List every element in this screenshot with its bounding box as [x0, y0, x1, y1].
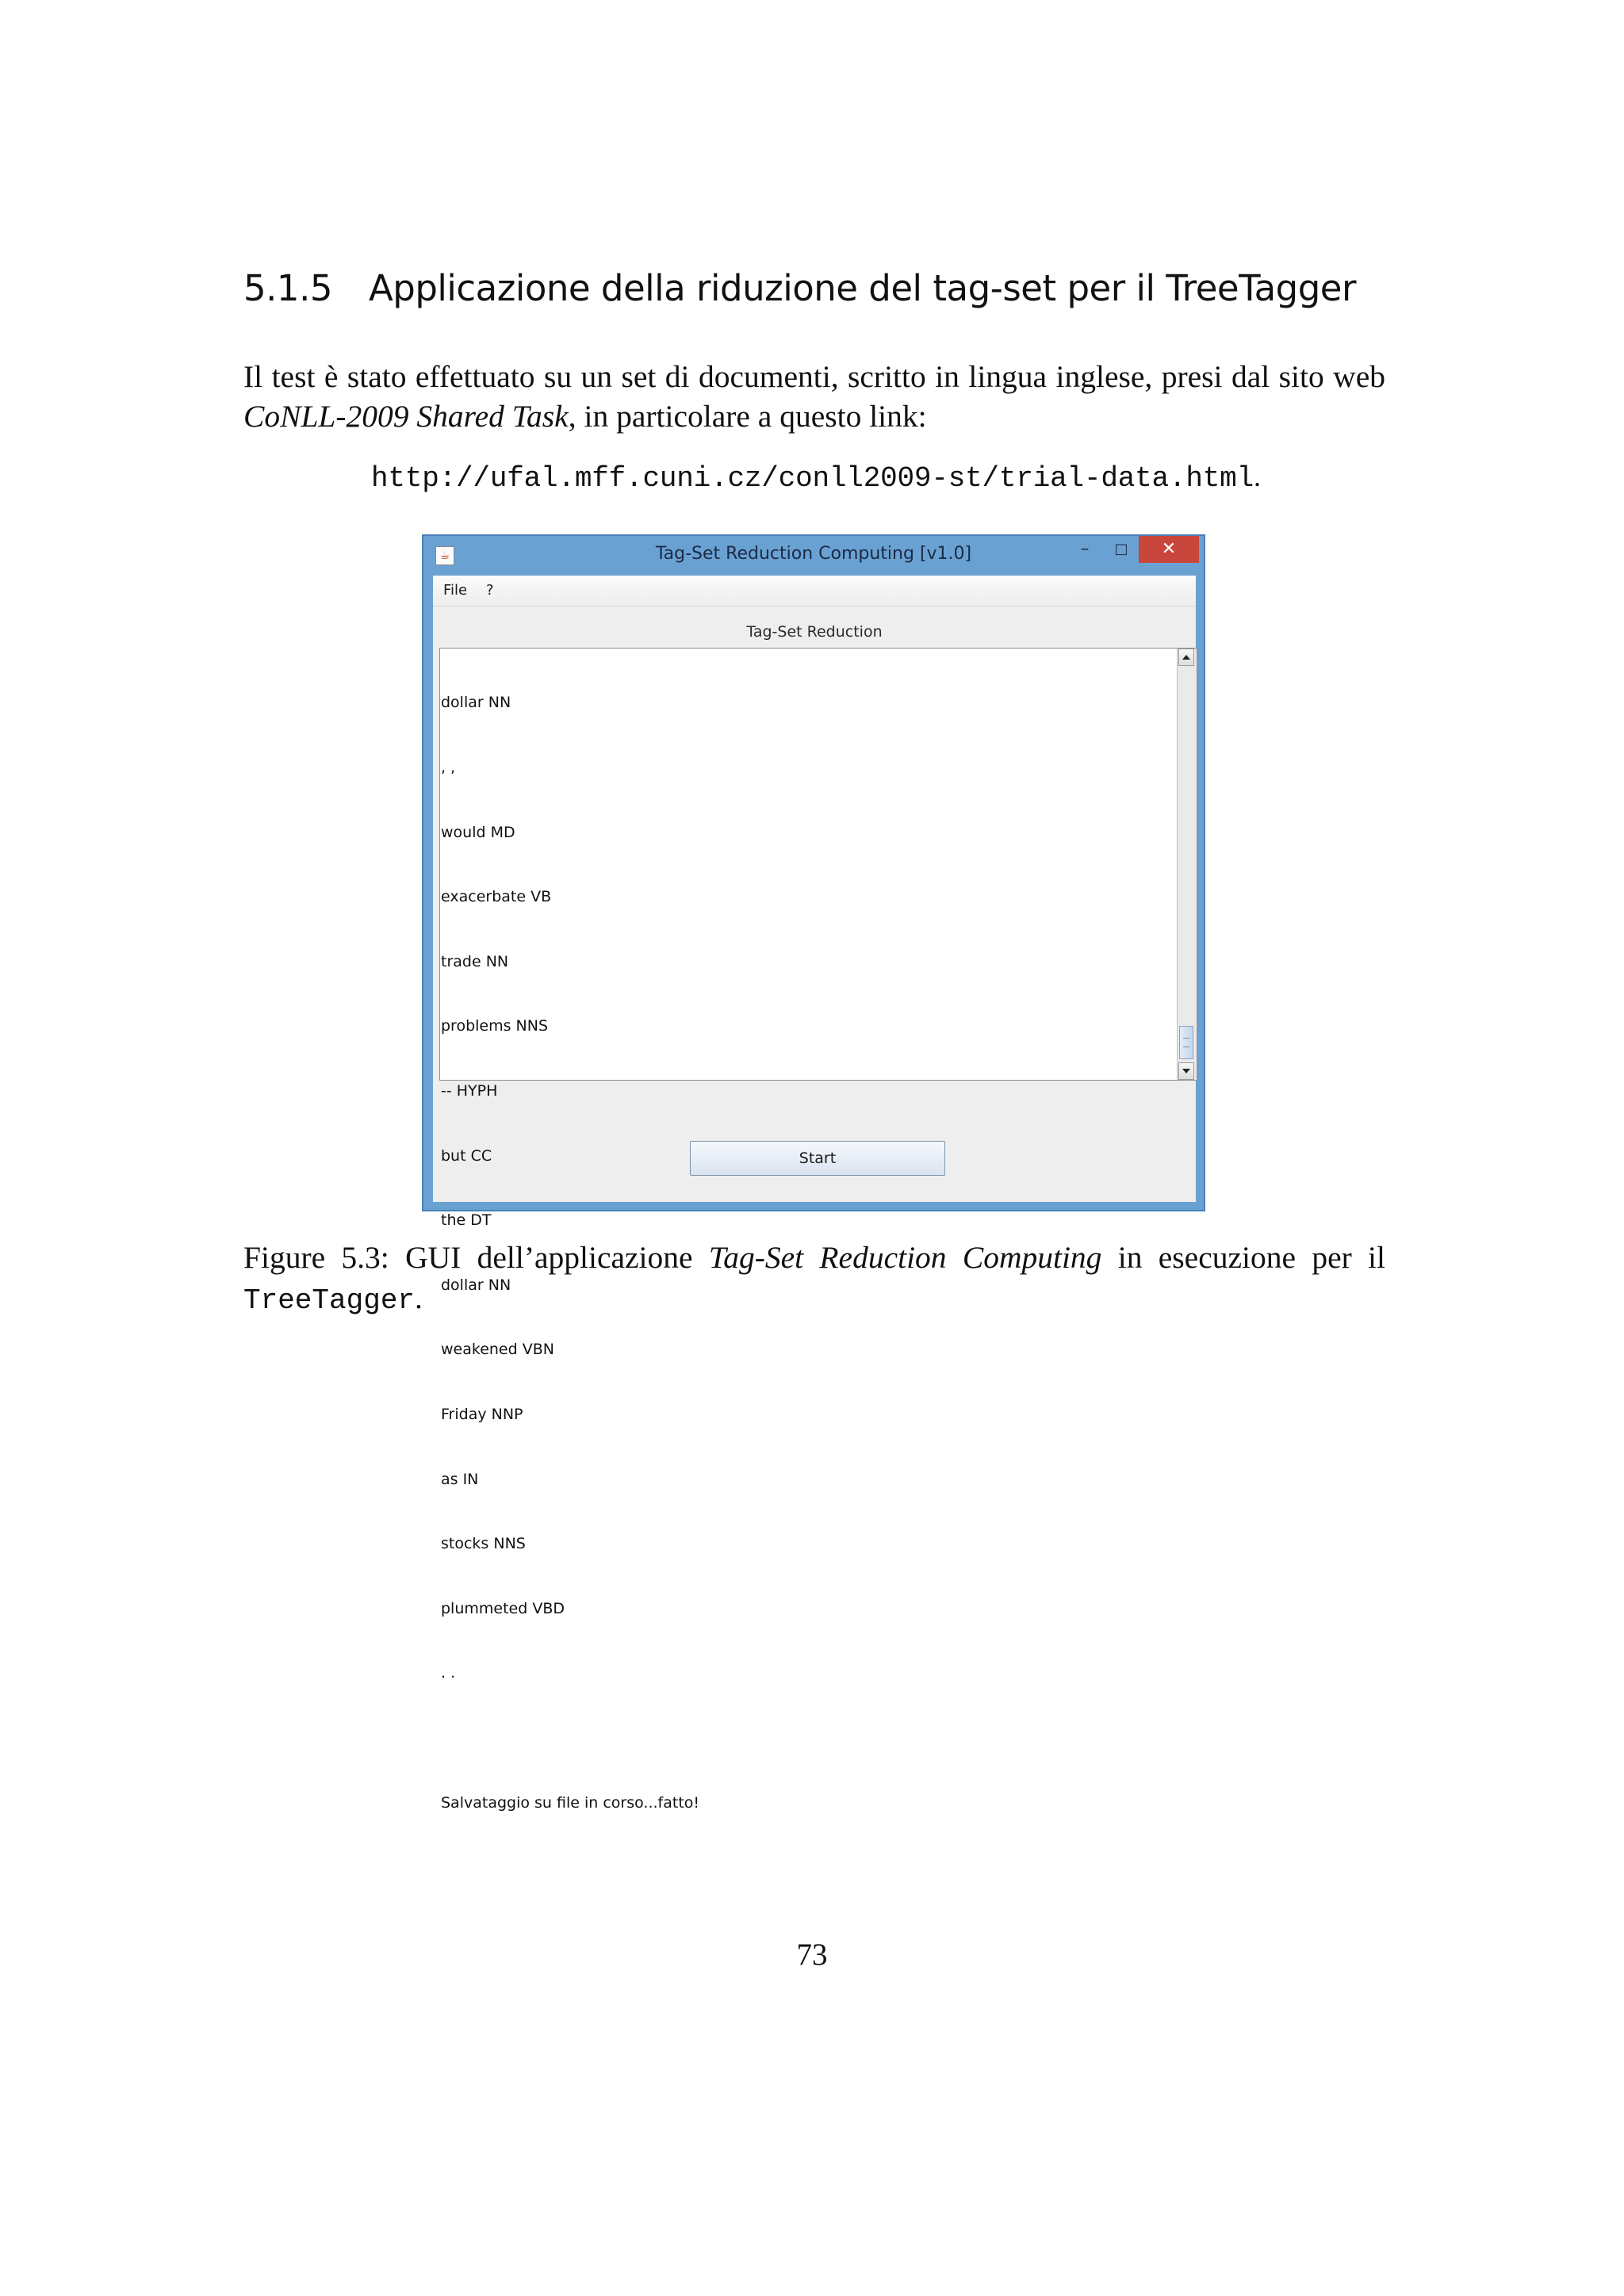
minimize-button[interactable]: –: [1080, 539, 1090, 559]
start-button[interactable]: Start: [690, 1141, 945, 1176]
body-paragraph: [243, 357, 1385, 436]
panel-title: Tag-Set Reduction: [746, 623, 883, 641]
output-line: stocks NNS: [441, 1535, 526, 1553]
menu-help[interactable]: ?: [486, 582, 494, 599]
output-line: Friday NNP: [441, 1405, 523, 1423]
output-line: problems NNS: [441, 1017, 549, 1035]
page-number: 73: [796, 1938, 828, 1972]
caption-treetagger: TreeTagger: [243, 1284, 416, 1317]
output-line-status: Salvataggio su file in corso...fatto!: [441, 1793, 700, 1812]
section-number: 5.1.5: [243, 267, 332, 309]
output-line: would MD: [441, 823, 515, 841]
output-line: [441, 1728, 699, 1749]
close-button[interactable]: ✕: [1139, 536, 1199, 563]
output-line: weakened VBN: [441, 1341, 554, 1359]
output-line: dollar NN: [441, 1276, 511, 1294]
menu-file[interactable]: File: [443, 582, 468, 599]
vertical-scrollbar[interactable]: [1177, 649, 1197, 1080]
caption-app-name: Tag-Set Reduction Computing: [708, 1240, 1102, 1275]
paragraph-source-italic: CoNLL-2009 Shared Task: [243, 399, 569, 434]
url-line: [371, 460, 1261, 495]
scroll-up-arrow-icon[interactable]: [1178, 649, 1194, 666]
output-line: , ,: [441, 759, 456, 776]
output-line: . .: [441, 1664, 456, 1682]
caption-prefix: Figure 5.3: GUI dell’applicazione: [243, 1240, 709, 1275]
output-line: trade NN: [441, 952, 509, 970]
figure-caption: [243, 1238, 1385, 1321]
output-line: but CC: [441, 1146, 492, 1165]
section-title: Applicazione della riduzione del tag-set per il TreeTagger: [369, 267, 1356, 309]
java-app-icon: ☕: [435, 546, 454, 565]
menu-bar: [433, 576, 1196, 607]
scroll-down-arrow-icon[interactable]: [1178, 1062, 1194, 1080]
output-line: exacerbate VB: [441, 888, 552, 906]
section-heading: [243, 267, 1356, 309]
trial-data-url: http://ufal.mff.cuni.cz/conll2009-st/trial-data.html: [371, 462, 1254, 495]
paragraph-text-end: , in particolare a questo link:: [568, 399, 927, 434]
url-period: .: [1253, 461, 1261, 492]
output-line: the DT: [441, 1211, 492, 1230]
caption-suffix: .: [415, 1280, 423, 1315]
window-titlebar: [423, 536, 1204, 576]
output-line: as IN: [441, 1470, 479, 1488]
output-line: dollar NN: [441, 694, 511, 712]
output-line: plummeted VBD: [441, 1599, 565, 1617]
window-title: Tag-Set Reduction Computing [v1.0]: [655, 544, 972, 564]
caption-middle: in esecuzione per il: [1101, 1240, 1386, 1275]
scroll-thumb[interactable]: [1179, 1026, 1193, 1059]
paragraph-text-start: Il test è stato effettuato su un set di documenti, scritto in lingua inglese, presi dal sito web: [243, 359, 1385, 394]
maximize-button[interactable]: □: [1114, 541, 1128, 557]
output-line: -- HYPH: [441, 1081, 498, 1100]
